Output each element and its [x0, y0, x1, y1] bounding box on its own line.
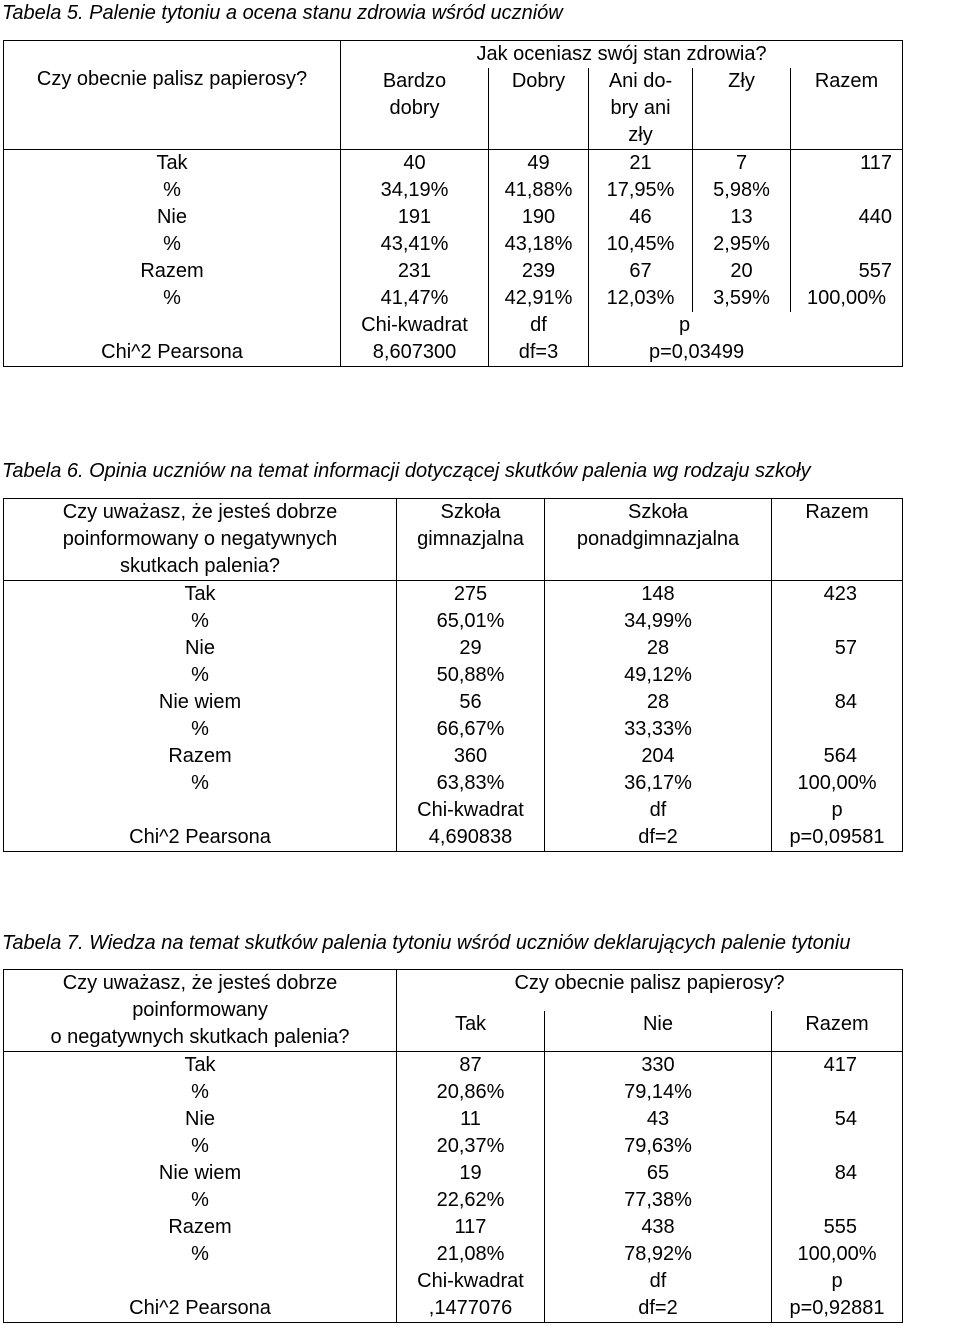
- df-value: df=2: [545, 1295, 772, 1323]
- table-row: [4, 743, 903, 770]
- table5-col-bardzo-dobry: [341, 68, 489, 150]
- row-label: Nie: [4, 635, 397, 662]
- table6-col-ponadgimnazjalna-l2: ponadgimnazjalna: [576, 528, 740, 550]
- table5-col-dobry: Dobry: [489, 68, 589, 150]
- table6-row-header: [4, 499, 397, 581]
- cell: 239: [489, 258, 589, 285]
- table-row: [4, 1187, 903, 1214]
- cell: 50,88%: [397, 662, 545, 689]
- row-label: Nie wiem: [4, 689, 397, 716]
- cell: 42,91%: [489, 285, 589, 312]
- table-row: [4, 231, 903, 258]
- p-label: p: [679, 314, 691, 336]
- cell: 117: [860, 152, 893, 174]
- table6-col-gimnazjalna-l2: gimnazjalna: [417, 528, 524, 550]
- table5-chi-labels-row: [4, 312, 903, 339]
- cell: 13: [693, 204, 791, 231]
- cell: [772, 716, 903, 743]
- chi-label: Chi-kwadrat: [397, 1268, 545, 1295]
- p-value: p=0,09581: [789, 826, 885, 848]
- table-row: [4, 608, 903, 635]
- cell: 34,19%: [341, 177, 489, 204]
- table7-caption-text: Wiedza na temat skutków palenia tytoniu wśród uczniów deklarujących palenie tytoniu: [89, 932, 851, 954]
- table-row: [4, 258, 903, 285]
- table6-col-gimnazjalna-l1: Szkoła: [440, 501, 501, 523]
- cell: 57: [834, 637, 857, 659]
- cell: 7: [693, 150, 791, 178]
- p-label: p: [831, 1270, 843, 1292]
- cell: 20: [693, 258, 791, 285]
- table-row: [4, 1079, 903, 1106]
- blank-cell: [4, 797, 397, 824]
- row-label: %: [4, 662, 397, 689]
- cell: 12,03%: [589, 285, 693, 312]
- chi-value: 8,607300: [341, 339, 489, 367]
- row-label: Nie: [4, 1106, 397, 1133]
- cell: [772, 1079, 903, 1106]
- cell: 564: [823, 745, 857, 767]
- table-row: [4, 662, 903, 689]
- table5-chi-row: [4, 339, 903, 367]
- table7-row-header-l3: o negatywnych skutkach palenia?: [50, 1026, 350, 1048]
- cell: 78,92%: [545, 1241, 772, 1268]
- cell: 40: [341, 150, 489, 178]
- row-label: %: [4, 285, 341, 312]
- row-label: %: [4, 1133, 397, 1160]
- cell: 54: [834, 1108, 858, 1130]
- p-label: p: [831, 799, 843, 821]
- table7-row-header: [4, 970, 397, 1052]
- cell: 36,17%: [545, 770, 772, 797]
- cell: 43,18%: [489, 231, 589, 258]
- cell: 84: [834, 1162, 858, 1184]
- row-label: Razem: [4, 743, 397, 770]
- chi-row-label: Chi^2 Pearsona: [4, 1295, 397, 1323]
- table6-col-gimnazjalna: [397, 499, 545, 581]
- cell: 100,00%: [797, 772, 877, 794]
- table6-row-header-l1: Czy uważasz, że jesteś dobrze: [62, 501, 338, 523]
- table6-col-ponadgimnazjalna-l1: Szkoła: [627, 501, 689, 523]
- cell: [772, 1133, 903, 1160]
- table5-row-header: [4, 41, 341, 150]
- row-label: Tak: [4, 1052, 397, 1080]
- table6-row-header-l2: poinformowany o negatywnych: [62, 528, 338, 550]
- cell: 65: [545, 1160, 772, 1187]
- cell: 2,95%: [693, 231, 791, 258]
- table6-caption: [2, 459, 811, 483]
- cell: 66,67%: [397, 716, 545, 743]
- table7-col-razem: Razem: [805, 1012, 869, 1035]
- table6-chi-labels-row: [4, 797, 903, 824]
- cell: [772, 1187, 903, 1214]
- row-label: Nie: [4, 204, 341, 231]
- chi-label: Chi-kwadrat: [341, 312, 489, 339]
- p-value: p=0,92881: [789, 1297, 885, 1319]
- cell: 21: [589, 150, 693, 178]
- cell: [772, 662, 903, 689]
- cell: 20,86%: [397, 1079, 545, 1106]
- table7-group-header: Czy obecnie palisz papierosy?: [514, 972, 785, 994]
- table7-header-row-1: [4, 970, 903, 1011]
- cell: 275: [397, 581, 545, 609]
- table-row: [4, 581, 903, 609]
- cell: 19: [397, 1160, 545, 1187]
- cell: 557: [858, 260, 893, 282]
- cell: 190: [489, 204, 589, 231]
- table-row: [4, 285, 903, 312]
- chi-row-label: Chi^2 Pearsona: [4, 339, 341, 367]
- cell: 49: [489, 150, 589, 178]
- cell: 191: [341, 204, 489, 231]
- table-row: [4, 770, 903, 797]
- cell: 148: [545, 581, 772, 609]
- table5-col-ani-l2: bry ani: [610, 97, 671, 119]
- blank-cell: [4, 1268, 397, 1295]
- p-value: p=0,03499: [649, 341, 745, 363]
- row-label: Tak: [4, 581, 397, 609]
- table5-col-ani-l1: Ani do-: [608, 70, 673, 92]
- cell: 440: [858, 206, 893, 228]
- table5-caption: [2, 1, 563, 25]
- cell: 360: [397, 743, 545, 770]
- df-value: df=2: [545, 824, 772, 852]
- table-row: [4, 204, 903, 231]
- df-value: df=3: [489, 339, 589, 367]
- table-row: [4, 1133, 903, 1160]
- cell: 17,95%: [589, 177, 693, 204]
- chi-value: ,1477076: [397, 1295, 545, 1323]
- cell: 77,38%: [545, 1187, 772, 1214]
- cell: [772, 608, 903, 635]
- table-row: [4, 1052, 903, 1080]
- table6-col-ponadgimnazjalna: [545, 499, 772, 581]
- table7: [3, 969, 903, 1323]
- row-label: %: [4, 177, 341, 204]
- table-row: [4, 689, 903, 716]
- chi-label: Chi-kwadrat: [397, 797, 545, 824]
- cell: [791, 231, 903, 258]
- table7-col-tak: Tak: [397, 1011, 545, 1052]
- table-row: [4, 177, 903, 204]
- cell: 79,14%: [545, 1079, 772, 1106]
- chi-row-label: Chi^2 Pearsona: [4, 824, 397, 852]
- table5-col-ani-l3: zły: [628, 124, 653, 146]
- table7-caption-label: Tabela 7.: [2, 932, 84, 954]
- cell: 117: [397, 1214, 545, 1241]
- cell: 11: [397, 1106, 545, 1133]
- table-row: [4, 1106, 903, 1133]
- row-label: %: [4, 231, 341, 258]
- table-row: [4, 635, 903, 662]
- cell: 33,33%: [545, 716, 772, 743]
- cell: 41,47%: [341, 285, 489, 312]
- cell: 41,88%: [489, 177, 589, 204]
- cell: 87: [397, 1052, 545, 1080]
- chi-value: 4,690838: [397, 824, 545, 852]
- cell: 423: [823, 583, 857, 605]
- cell: 204: [545, 743, 772, 770]
- table7-row-header-l1: Czy uważasz, że jesteś dobrze: [62, 972, 338, 994]
- table5-col-bardzo-dobry-l1: Bardzo: [382, 70, 447, 92]
- row-label: %: [4, 716, 397, 743]
- cell: 22,62%: [397, 1187, 545, 1214]
- table7-col-nie: Nie: [545, 1011, 772, 1052]
- table5-caption-text: Palenie tytoniu a ocena stanu zdrowia wśród uczniów: [89, 2, 563, 24]
- cell: [791, 177, 903, 204]
- row-label: %: [4, 1187, 397, 1214]
- cell: 3,59%: [693, 285, 791, 312]
- table-row: [4, 1214, 903, 1241]
- table7-chi-labels-row: [4, 1268, 903, 1295]
- cell: 5,98%: [693, 177, 791, 204]
- df-label: df: [545, 797, 772, 824]
- table-row: [4, 716, 903, 743]
- cell: 43,41%: [341, 231, 489, 258]
- cell: 63,83%: [397, 770, 545, 797]
- cell: 555: [823, 1216, 858, 1238]
- cell: 28: [545, 635, 772, 662]
- table6-caption-text: Opinia uczniów na temat informacji dotyczącej skutków palenia wg rodzaju szkoły: [89, 460, 811, 482]
- df-label: df: [489, 312, 589, 339]
- table6-header-row: [4, 499, 903, 581]
- table6-chi-row: [4, 824, 903, 852]
- df-label: df: [545, 1268, 772, 1295]
- cell: 330: [545, 1052, 772, 1080]
- cell: 29: [397, 635, 545, 662]
- table6: [3, 498, 903, 852]
- table-row: [4, 1160, 903, 1187]
- cell: 84: [834, 691, 857, 713]
- table7-caption: [2, 931, 850, 955]
- table6-row-header-l3: skutkach palenia?: [119, 555, 281, 577]
- cell: 21,08%: [397, 1241, 545, 1268]
- table-row: [4, 150, 903, 178]
- blank-cell: [4, 312, 341, 339]
- row-label: %: [4, 1079, 397, 1106]
- table5-col-ani: [589, 68, 693, 150]
- row-label: Tak: [4, 150, 341, 178]
- row-label: %: [4, 608, 397, 635]
- cell: 438: [545, 1214, 772, 1241]
- cell: 10,45%: [589, 231, 693, 258]
- table5-group-header: Jak oceniasz swój stan zdrowia?: [476, 43, 767, 65]
- cell: 49,12%: [545, 662, 772, 689]
- cell: 67: [589, 258, 693, 285]
- table5: [3, 40, 903, 367]
- table6-col-razem: Razem: [805, 501, 869, 523]
- cell: 43: [545, 1106, 772, 1133]
- cell: 56: [397, 689, 545, 716]
- table5-col-zly: Zły: [693, 68, 791, 150]
- cell: 20,37%: [397, 1133, 545, 1160]
- cell: 417: [823, 1054, 858, 1076]
- row-label: %: [4, 1241, 397, 1268]
- row-label: Nie wiem: [4, 1160, 397, 1187]
- table5-col-razem: Razem: [814, 70, 879, 92]
- cell: 46: [589, 204, 693, 231]
- row-label: Razem: [4, 1214, 397, 1241]
- table5-row-header-text: Czy obecnie palisz papierosy?: [36, 68, 308, 90]
- cell: 100,00%: [807, 287, 886, 309]
- row-label: Razem: [4, 258, 341, 285]
- table5-caption-label: Tabela 5.: [2, 2, 84, 24]
- cell: 65,01%: [397, 608, 545, 635]
- cell: 231: [341, 258, 489, 285]
- table7-chi-row: [4, 1295, 903, 1323]
- cell: 34,99%: [545, 608, 772, 635]
- cell: 100,00%: [797, 1243, 877, 1265]
- cell: 79,63%: [545, 1133, 772, 1160]
- table5-col-bardzo-dobry-l2: dobry: [389, 97, 440, 119]
- row-label: %: [4, 770, 397, 797]
- table-row: [4, 1241, 903, 1268]
- cell: 28: [545, 689, 772, 716]
- table6-caption-label: Tabela 6.: [2, 460, 84, 482]
- table5-header-row-1: [4, 41, 903, 69]
- table7-row-header-l2: poinformowany: [132, 999, 268, 1021]
